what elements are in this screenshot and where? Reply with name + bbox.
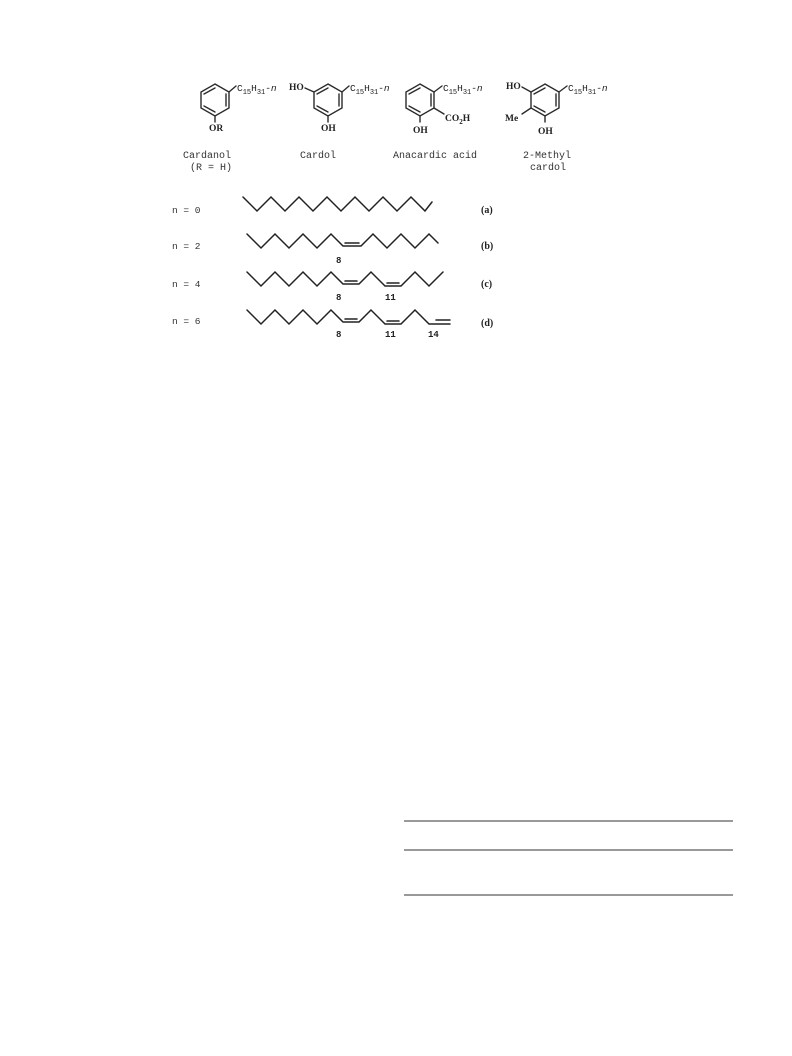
chain-c-pos-11: 11 [385, 293, 396, 303]
chain-row-d [172, 310, 493, 340]
anacardic-name: Anacardic acid [393, 151, 478, 162]
cardanol-bottom-group: OR [209, 124, 224, 134]
chain-row-c [172, 272, 492, 303]
chain-c-n-label: n = 4 [172, 279, 201, 290]
table-rules [404, 821, 733, 895]
cardanol-substituent: $C_{15}H_{31}-n$ [237, 83, 277, 97]
chain-a-skeleton [243, 197, 432, 211]
anacardic-carboxyl-group: $CO_2H$ [445, 114, 471, 126]
anacardic-acid-structure [393, 83, 483, 162]
methyl-cardol-top-group: HO [506, 82, 521, 92]
methyl-cardol-left-group: Me [505, 114, 519, 124]
chain-d-skeleton [247, 310, 450, 324]
chain-c-skeleton [247, 272, 443, 286]
cardol-name: Cardol [300, 151, 337, 162]
chain-d-pos-8: 8 [336, 330, 342, 340]
cardanol-name-note: (R = H) [190, 163, 233, 174]
chain-b-n-label: n = 2 [172, 241, 201, 252]
chain-d-pos-11: 11 [385, 330, 396, 340]
cardol-bottom-group: OH [321, 124, 336, 134]
anacardic-bottom-group: OH [413, 126, 428, 136]
anacardic-substituent: $C_{15}H_{31}-n$ [443, 83, 483, 97]
chain-a-n-label: n = 0 [172, 205, 201, 216]
chain-a-tag: (a) [481, 205, 493, 216]
chain-d-n-label: n = 6 [172, 316, 201, 327]
methyl-cardol-name: 2-Methyl [523, 151, 572, 162]
chain-row-b [172, 234, 493, 266]
cardol-substituent: $C_{15}H_{31}-n$ [350, 83, 390, 97]
chain-c-pos-8: 8 [336, 293, 342, 303]
chain-c-tag: (c) [481, 279, 493, 290]
chain-d-tag: (d) [481, 318, 494, 329]
cardol-structure [289, 83, 390, 162]
chain-d-pos-14: 14 [428, 330, 439, 340]
methyl-cardol-structure [505, 82, 608, 174]
methyl-cardol-name-2: cardol [530, 163, 567, 174]
methyl-cardol-substituent: $C_{15}H_{31}-n$ [568, 83, 608, 97]
methyl-cardol-bottom-group: OH [538, 127, 553, 137]
cardanol-name: Cardanol [183, 151, 232, 162]
cardanol-structure [183, 83, 277, 174]
cardol-top-group: HO [289, 83, 304, 93]
chain-b-tag: (b) [481, 241, 494, 252]
chain-row-a [172, 197, 493, 216]
chain-b-skeleton [247, 234, 438, 248]
chain-b-pos-8: 8 [336, 256, 342, 266]
